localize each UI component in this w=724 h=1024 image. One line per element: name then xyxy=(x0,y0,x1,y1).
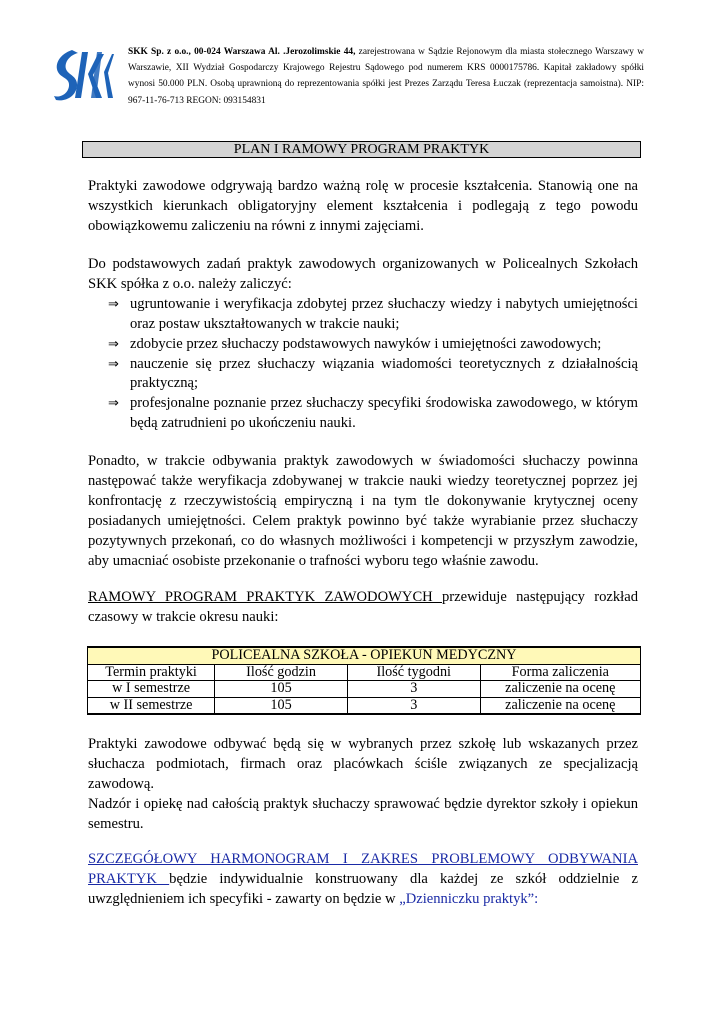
intro-paragraph xyxy=(88,177,638,237)
list-item: ⇒ nauczenie się przez słuchaczy wiązania wiadomości teoretycznych z działalnością praktyczną; xyxy=(108,355,638,392)
practice-schedule-table xyxy=(87,646,641,715)
ramowy-heading: RAMOWY PROGRAM PRAKTYK ZAWODOWYCH xyxy=(88,589,442,605)
table-cell: 105 xyxy=(215,697,348,714)
table-cell: 3 xyxy=(347,697,480,714)
intro-line: obowiązkowemu zaliczeniu na równi z innymi zajęciami. xyxy=(88,217,424,234)
schedule-link[interactable]: SZCZEGÓŁOWY HARMONOGRAM I ZAKRES PROBLEMOWY ODBYWANIA PRAKTYK xyxy=(88,851,638,887)
supervision-paragraph: Nadzór i opiekę nad całością praktyk słuchaczy sprawować będzie dyrektor szkoły i opiekun semestru. xyxy=(88,795,638,832)
table-cell: zaliczenie na ocenę xyxy=(480,681,640,698)
column-header: Termin praktyki xyxy=(88,664,215,681)
arrow-icon: ⇒ xyxy=(108,296,119,312)
table-cell: w II semestrze xyxy=(88,697,215,714)
schedule-paragraph: SZCZEGÓŁOWY HARMONOGRAM I ZAKRES PROBLEMOWY ODBYWANIA PRAKTYK będzie indywidualnie konstruowany dla każdej ze szkół oddzielnie z uwzględnieniem ich specyfiki - zawarty on będzie w „Dzienniczku praktyk”: xyxy=(88,851,638,907)
arrow-icon: ⇒ xyxy=(108,396,119,412)
arrow-icon: ⇒ xyxy=(108,356,119,372)
tasks-list xyxy=(88,295,638,434)
intro-line: Praktyki zawodowe odgrywają bardzo ważną rolę w procesie kształcenia. Stanowią one na xyxy=(88,178,638,194)
table-cell: 105 xyxy=(215,681,348,698)
company-info: SKK Sp. z o.o., 00-024 Warszawa Al. .Jerozolimskie 44, zarejestrowana w Sądzie Rejonowym dla miasta stołecznego Warszawy w Warszawie, XII Wydział Gospodarczy Krajowego Rejestru Sądowego pod numerem KRS 0000175786. Kapitał zakładowy spółki wynosi 50.000 PLN. Osobą uprawnioną do reprezentowania spółki jest Prezes Zarządu Teresa Łuczak (reprezentacja samoistna). NIP: 967-11-76-713 REGON: 093154831 xyxy=(128,47,644,106)
table-cell: zaliczenie na ocenę xyxy=(480,697,640,714)
table-cell: w I semestrze xyxy=(88,681,215,698)
table-heading: POLICEALNA SZKOŁA - OPIEKUN MEDYCZNY xyxy=(88,647,641,664)
intro-line: wszystkich kierunkach obligatoryjny element kształcenia i podlegają z tego powodu xyxy=(88,197,638,214)
ramowy-paragraph: RAMOWY PROGRAM PRAKTYK ZAWODOWYCH przewiduje następujący rozkład czasowy w trakcie okresu nauki: xyxy=(88,589,638,625)
page-title: PLAN I RAMOWY PROGRAM PRAKTYK xyxy=(82,141,641,158)
column-header: Ilość tygodni xyxy=(347,664,480,681)
list-item: ⇒ ugruntowanie i weryfikacja zdobytej przez słuchaczy wiedzy i nabytych umiejętności oraz postaw ukształtowanych w trakcie nauki; xyxy=(108,295,638,332)
diary-reference: „Dzienniczku praktyk”: xyxy=(399,890,539,907)
location-paragraph: Praktyki zawodowe odbywać będą się w wybranych przez szkołę lub wskazanych przez słuchacza podmiotach, firmach oraz placówkach ściśle związanych ze specjalizacją zawodową. Nadzór i opiekę nad całością praktyk słuchaczy sprawować będzie dyrektor szkoły i opiekun semestru. xyxy=(88,735,638,835)
ponadto-paragraph: Ponadto, w trakcie odbywania praktyk zawodowych w świadomości słuchaczy powinna następować także weryfikacja zdobywanej w trakcie nauki wiedzy teoretycznej poprzez jej konfrontację z rzeczywistością empiryczną i na tym tle dokonywanie krytycznej oceny posiadanych umiejętności. Celem praktyk powinno być także wyrabianie przez słuchaczy pozytywnych przekonań, co do własnych możliwości i kompetencji w przyszłym zawodzie, aby umacniać osobiste przekonanie o trafności wyboru tego właśnie zawodu. xyxy=(88,453,638,569)
table-row xyxy=(88,697,641,714)
skk-logo xyxy=(50,46,114,102)
column-header: Forma zaliczenia xyxy=(480,664,640,681)
tasks-line: SKK spółka z o.o. należy zaliczyć: xyxy=(88,275,292,292)
list-item: ⇒ zdobycie przez słuchaczy podstawowych nawyków i umiejętności zawodowych; xyxy=(88,335,638,355)
table-header-row xyxy=(88,664,641,681)
table-row xyxy=(88,681,641,698)
arrow-icon: ⇒ xyxy=(108,336,119,352)
table-cell: 3 xyxy=(347,681,480,698)
tasks-paragraph xyxy=(88,255,638,434)
column-header: Ilość godzin xyxy=(215,664,348,681)
list-item: ⇒ profesjonalne poznanie przez słuchaczy specyfiki środowiska zawodowego, w którym będą zatrudnieni po ukończeniu nauki. xyxy=(108,395,638,432)
tasks-line: Do podstawowych zadań praktyk zawodowych organizowanych w Policealnych Szkołach xyxy=(88,256,638,272)
